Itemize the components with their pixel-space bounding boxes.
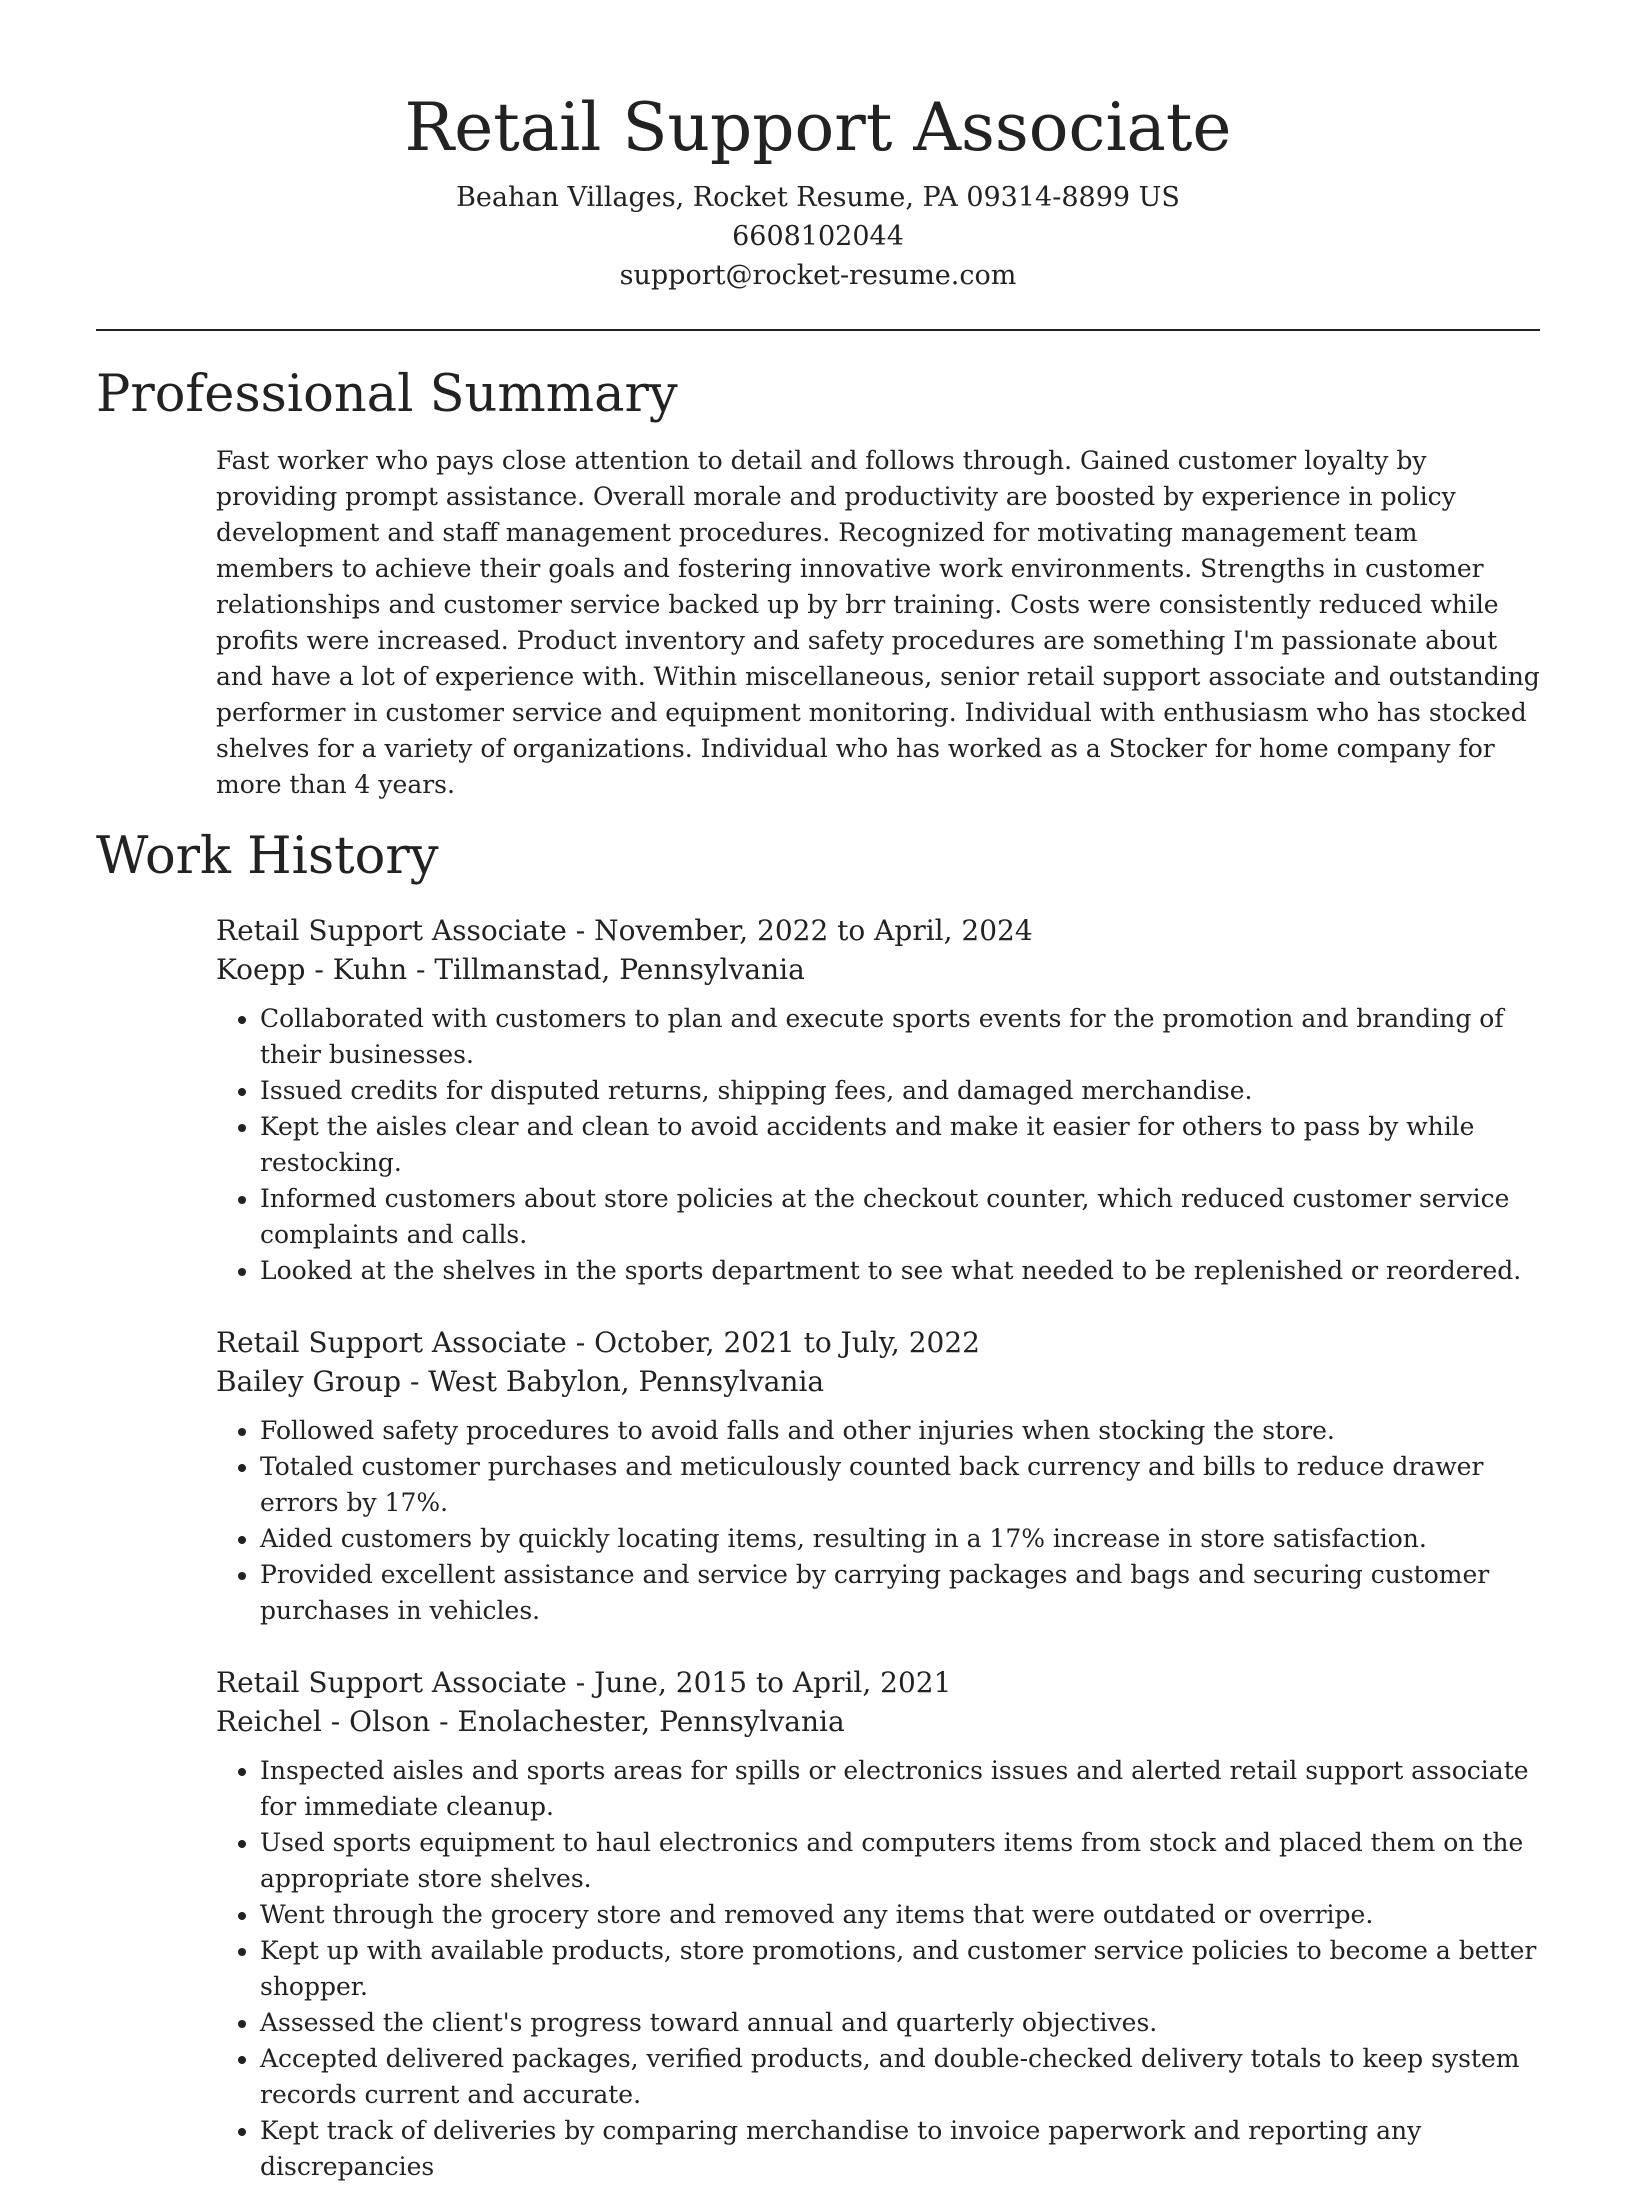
summary-text: Fast worker who pays close attention to detail and follows through. Gained customer loyalty by providing prompt assistance. Overall morale and productivity are boosted by experience in policy development and staff management procedures. Recognized for motivating management team members to achieve their goals and fostering innovative work environments. Strengths in customer relationships and customer service backed up by brr training. Costs were consistently reduced while profits were increased. Product inventory and safety procedures are something I'm passionate about and have a lot of experience with. Within miscellaneous, senior retail support associate and outstanding performer in customer service and equipment monitoring. Individual with enthusiasm who has stocked shelves for a variety of organizations. Individual who has worked as a Stocker for home company for more than 4 years. — [216, 446, 1540, 799]
contact-block — [96, 178, 1540, 295]
job-bullet: • Looked at the shelves in the sports department to see what needed to be replenished or reordered. — [260, 1253, 1540, 1289]
resume-header — [96, 0, 1540, 295]
contact-address: Beahan Villages, Rocket Resume, PA 09314-8899 US — [456, 182, 1180, 213]
job-bullet: • Totaled customer purchases and meticulously counted back currency and bills to reduce drawer errors by 17%. — [260, 1449, 1540, 1521]
job-title-line — [216, 911, 1540, 950]
job-bullet: • Used sports equipment to haul electronics and computers items from stock and placed them on the appropriate store shelves. — [260, 1825, 1540, 1897]
job-company: Bailey Group — [216, 1365, 402, 1398]
summary-heading: Professional Summary — [96, 365, 678, 424]
contact-phone: 6608102044 — [732, 221, 904, 252]
job-company-line — [216, 1702, 1540, 1741]
job-location: - Tillmanstad, Pennsylvania — [407, 953, 805, 986]
job-location: - Enolachester, Pennsylvania — [430, 1705, 845, 1738]
job-location: - West Babylon, Pennsylvania — [401, 1365, 825, 1398]
job-role: Retail Support Associate — [216, 914, 567, 947]
job-role: Retail Support Associate — [216, 1666, 567, 1699]
job-bullets — [216, 1001, 1540, 1289]
job-bullet: • Provided excellent assistance and service by carrying packages and bags and securing customer purchases in vehicles. — [260, 1557, 1540, 1629]
header-divider — [96, 329, 1540, 331]
job-entry — [216, 1323, 1540, 1629]
job-company: Koepp - Kuhn — [216, 953, 408, 986]
resume-name: Retail Support Associate — [404, 89, 1232, 166]
job-bullets — [216, 1413, 1540, 1629]
job-dates: - June, 2015 to April, 2021 — [566, 1666, 952, 1699]
job-bullet: • Kept track of deliveries by comparing merchandise to invoice paperwork and reporting any discrepancies — [260, 2113, 1540, 2185]
job-bullet: • Assessed the client's progress toward annual and quarterly objectives. — [260, 2005, 1540, 2041]
job-bullet: • Kept the aisles clear and clean to avoid accidents and make it easier for others to pass by while restocking. — [260, 1109, 1540, 1181]
job-company-line — [216, 950, 1540, 989]
job-company: Reichel - Olson — [216, 1705, 431, 1738]
job-entry — [216, 1663, 1540, 2185]
job-bullet: • Collaborated with customers to plan and execute sports events for the promotion and branding of their businesses. — [260, 1001, 1540, 1073]
work-history-list — [216, 911, 1540, 2185]
work-history-heading: Work History — [96, 827, 439, 886]
job-dates: - October, 2021 to July, 2022 — [566, 1326, 980, 1359]
job-role: Retail Support Associate — [216, 1326, 567, 1359]
contact-email: support@rocket-resume.com — [619, 260, 1017, 291]
job-bullets — [216, 1753, 1540, 2185]
resume-page — [96, 0, 1540, 2185]
job-bullet: • Went through the grocery store and removed any items that were outdated or overripe. — [260, 1897, 1540, 1933]
job-bullet: • Issued credits for disputed returns, shipping fees, and damaged merchandise. — [260, 1073, 1540, 1109]
job-title-line — [216, 1323, 1540, 1362]
job-entry — [216, 911, 1540, 1289]
job-bullet: • Aided customers by quickly locating items, resulting in a 17% increase in store satisfaction. — [260, 1521, 1540, 1557]
job-company-line — [216, 1362, 1540, 1401]
job-title-line — [216, 1663, 1540, 1702]
job-bullet: • Accepted delivered packages, verified products, and double-checked delivery totals to keep system records current and accurate. — [260, 2041, 1540, 2113]
job-dates: - November, 2022 to April, 2024 — [566, 914, 1033, 947]
job-bullet: • Kept up with available products, store promotions, and customer service policies to become a better shopper. — [260, 1933, 1540, 2005]
job-bullet: • Followed safety procedures to avoid falls and other injuries when stocking the store. — [260, 1413, 1540, 1449]
job-bullet: • Informed customers about store policies at the checkout counter, which reduced customer service complaints and calls. — [260, 1181, 1540, 1253]
job-bullet: • Inspected aisles and sports areas for spills or electronics issues and alerted retail support associate for immediate cleanup. — [260, 1753, 1540, 1825]
